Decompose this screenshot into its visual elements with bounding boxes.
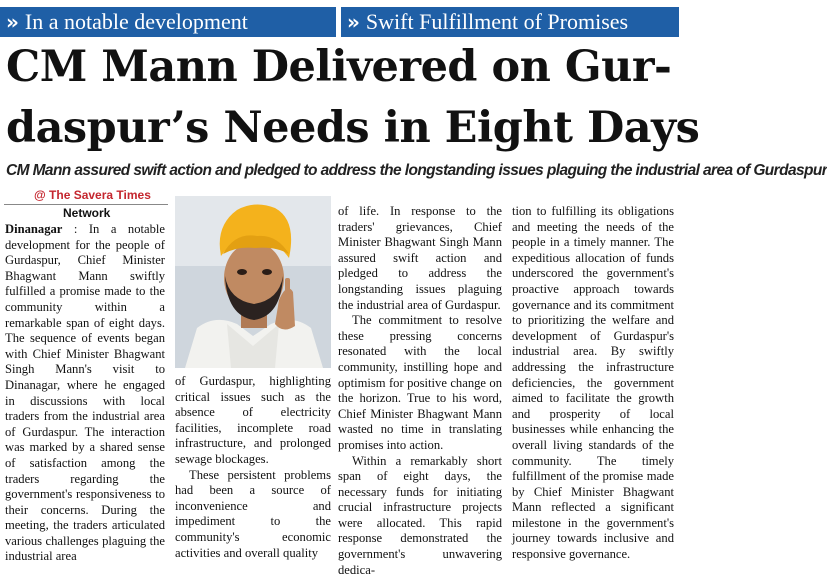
photo-chief-minister xyxy=(175,196,331,368)
article-column-1 xyxy=(5,222,165,565)
headline-line-1: CM Mann Delivered on Gur- xyxy=(6,42,678,92)
article-paragraph: of life. In response to the traders' grievances, Chief Minister Bhagwant Singh Mann assured swift action and pledged to address the longstanding issues plaguing the industrial area of Gurdaspur. xyxy=(338,204,502,313)
article-column-4 xyxy=(512,204,674,563)
article-column-2 xyxy=(175,374,331,561)
banner-right-label: Swift Fulfillment of Promises xyxy=(366,9,628,34)
article-paragraph xyxy=(5,222,165,565)
portrait-illustration xyxy=(175,196,331,368)
dateline: Dinanagar xyxy=(5,222,62,236)
article-paragraph: Within a remarkably short span of eight days, the necessary funds for initiating crucial infrastructure projects were allocated. This rapid response demonstrated the government's unwavering dedica- xyxy=(338,454,502,578)
section-banner-right xyxy=(341,7,679,37)
column-1-text: : In a notable development for the people of Gurdaspur, Chief Minister Bhagwant Mann swiftly fulfilled a promise made to the community within a remarkable span of eight days. The sequence of events began with Chief Minister Bhagwant Singh Mann's visit to Dinanagar, where he engaged in discussions with local traders from the industrial area of Gurdaspur. The interaction was marked by a shared sense of satisfaction among the traders regarding the government's responsiveness to their concerns. During the meeting, the traders articulated various challenges plaguing the industrial area xyxy=(5,222,165,563)
byline: @ The Savera Times xyxy=(34,188,151,202)
banner-left-label: In a notable development xyxy=(25,9,248,34)
article-column-3 xyxy=(338,204,502,578)
article-paragraph: The commitment to resolve these pressing concerns resonated with the local community, instilling hope and optimism for positive change on the horizon. True to his word, Chief Minister Bhagwant Mann wasted no time in translating promises into action. xyxy=(338,313,502,453)
byline-divider xyxy=(4,204,168,205)
headline-line-2: daspur’s Needs in Eight Days xyxy=(6,103,678,153)
article-paragraph: These persistent problems had been a source of inconvenience and impediment to the community's economic activities and overall quality xyxy=(175,468,331,562)
double-chevron-right-icon: » xyxy=(6,10,19,34)
double-chevron-right-icon: » xyxy=(347,10,360,34)
article-paragraph: tion to fulfilling its obligations and meeting the needs of the people in a timely manner. The expeditious allocation of funds underscored the government's proactive approach towards governance and its commitment to prioritizing the welfare and development of Gurdaspur's industrial area. By swiftly addressing the infrastructure deficiencies, the government aimed to facilitate the growth and prosperity of local businesses while enhancing the overall living standards of the community. The timely fulfillment of the promise made by Chief Minister Bhagwant Mann reflected a significant milestone in the government's journey towards inclusive and responsive governance. xyxy=(512,204,674,563)
section-label: Network xyxy=(63,206,110,220)
article-paragraph: of Gurdaspur, highlighting critical issues such as the absence of electricity facilities, incomplete road infrastructure, and prolonged sewage blockages. xyxy=(175,374,331,468)
section-banner-left xyxy=(0,7,336,37)
subheadline: CM Mann assured swift action and pledged to address the longstanding issues plaguing the industrial area of Gurdaspur xyxy=(6,162,678,180)
